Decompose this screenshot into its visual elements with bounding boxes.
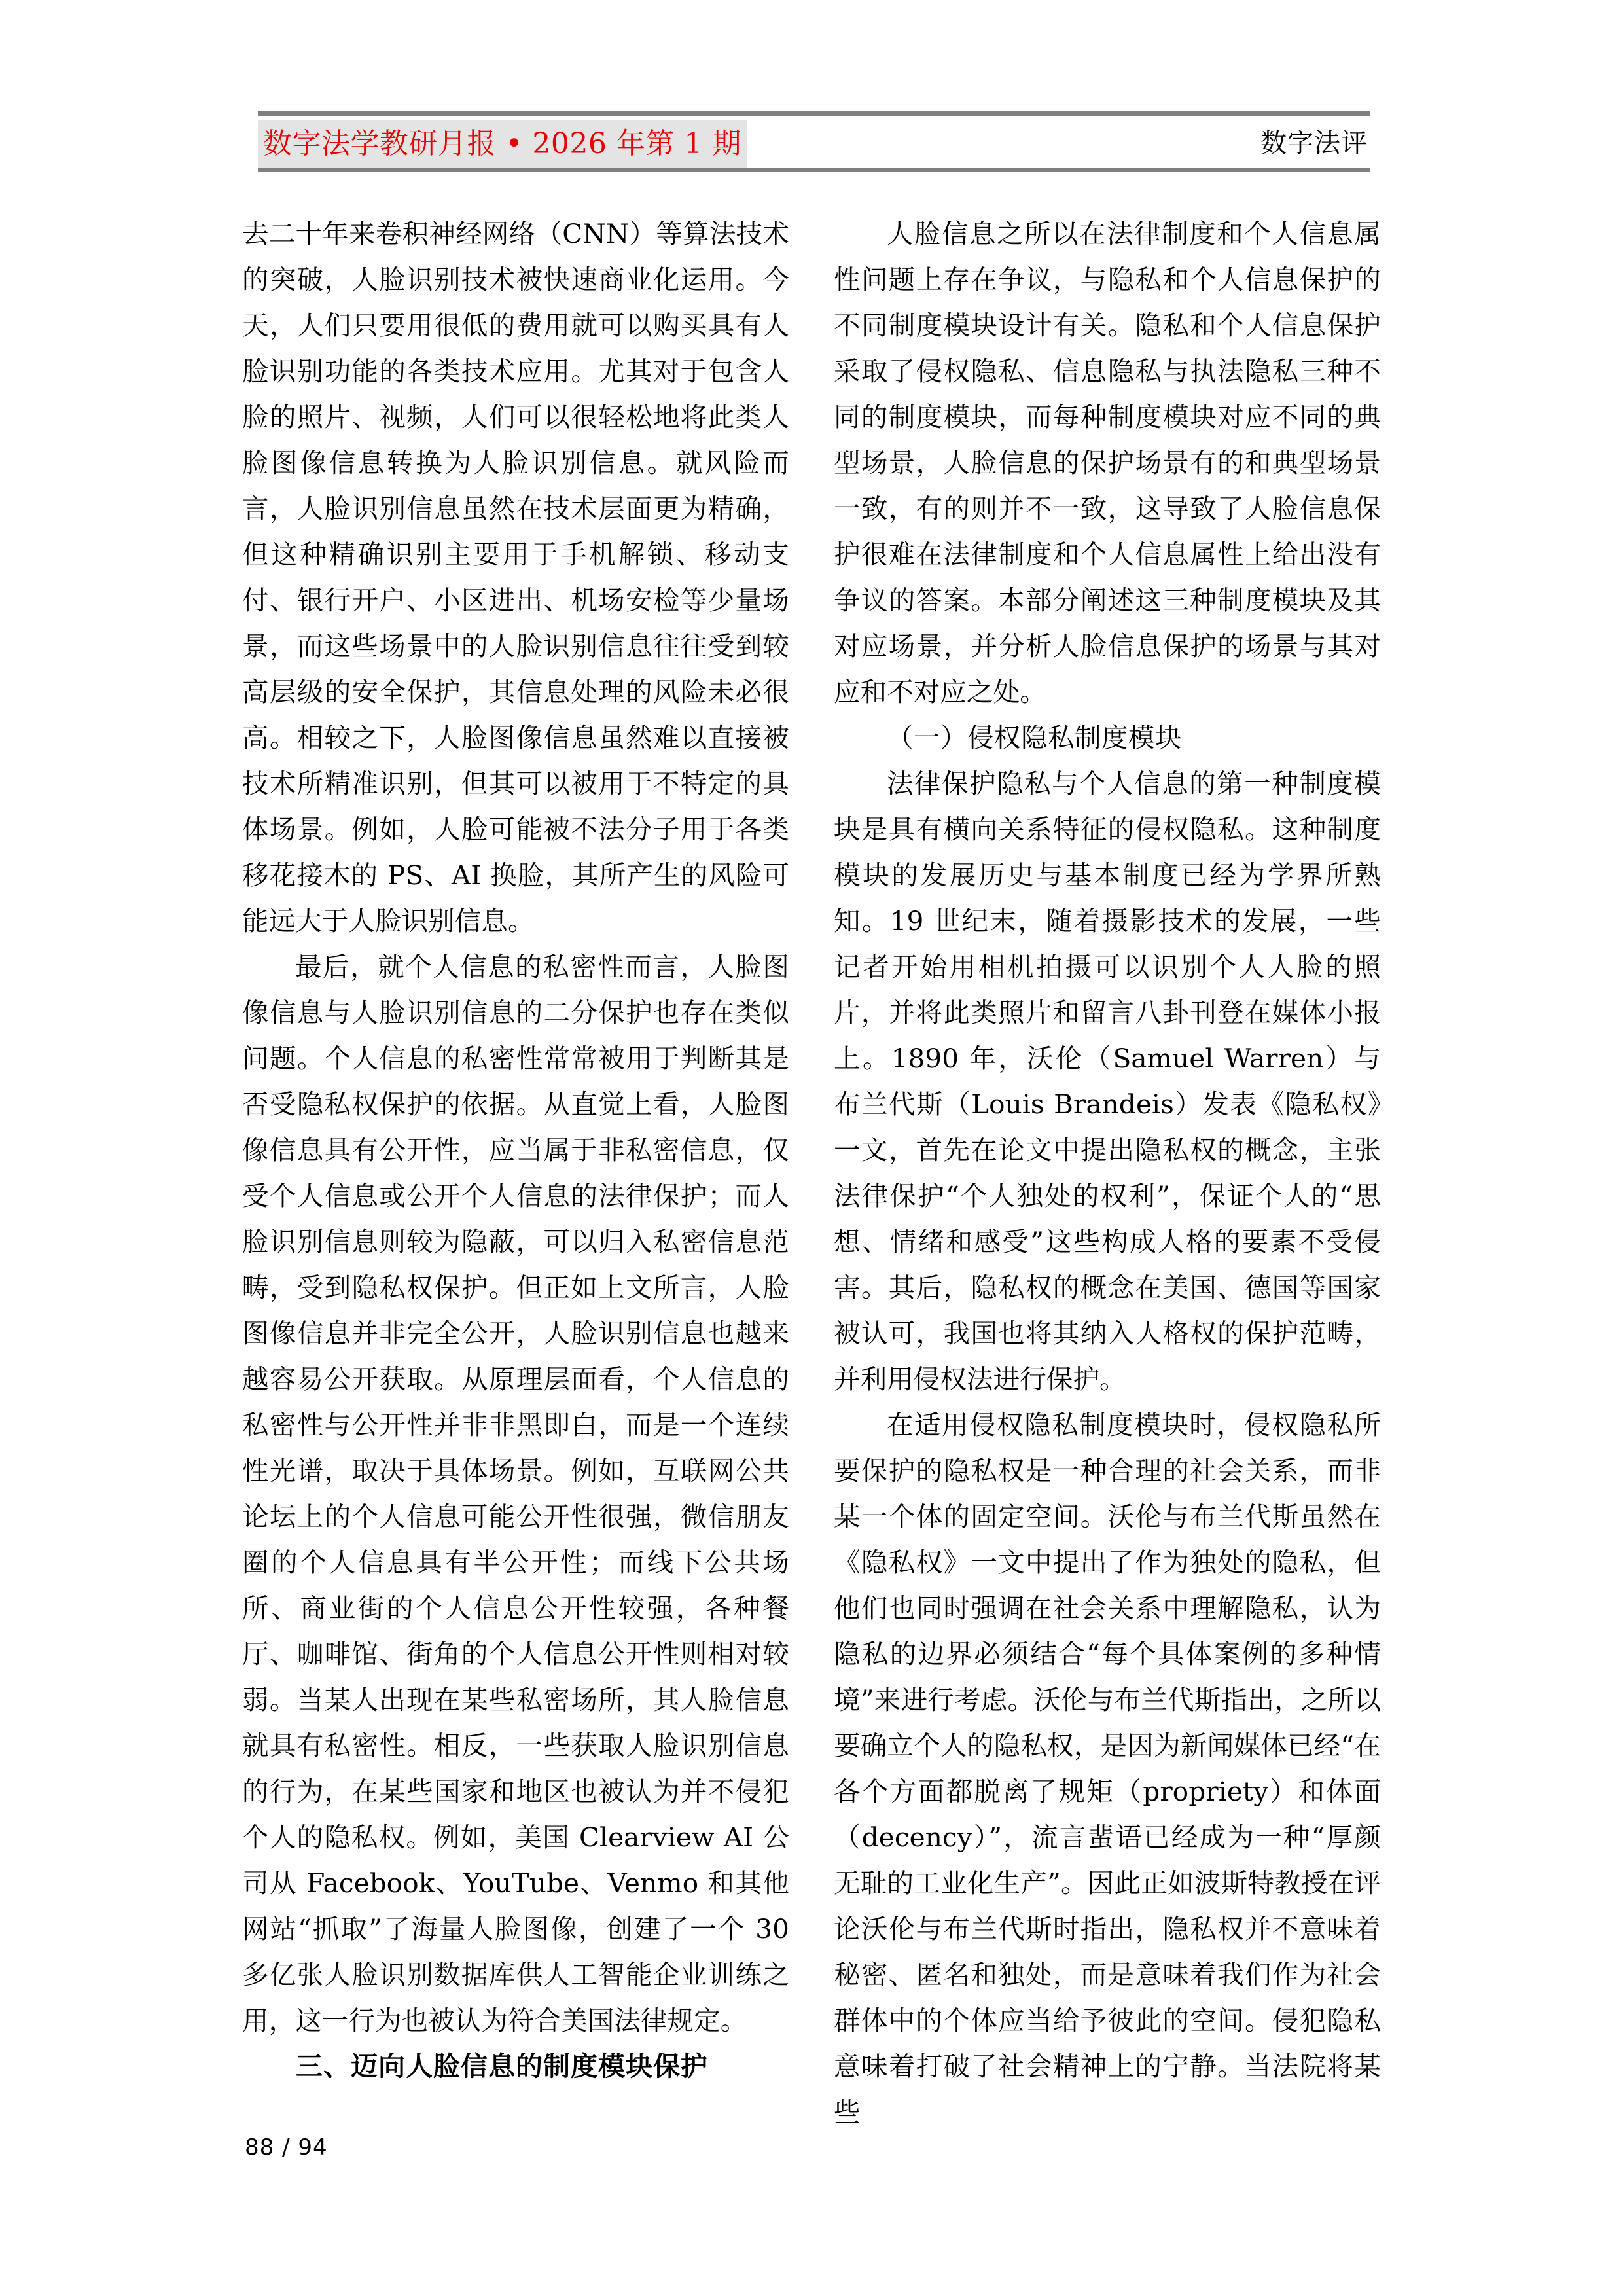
body-columns [242, 211, 1381, 2128]
right-column [834, 211, 1381, 2128]
section-label: 数字法评 [1260, 128, 1368, 158]
journal-title: 数字法学教研月报 • 2026 年第 1 期 [258, 120, 747, 168]
left-column [242, 211, 789, 2096]
subsection-heading: （一）侵权隐私制度模块 [887, 722, 1182, 753]
section-heading: 三、迈向人脸信息的制度模块保护 [296, 2051, 708, 2082]
header-rule-top [258, 111, 1370, 116]
paragraph: 最后，就个人信息的私密性而言，人脸图像信息与人脸识别信息的二分保护也存在类似问题。个人信息的私密性常常被用于判断其是否受隐私权保护的依据。从直觉上看，人脸图像信息具有公开性，应当属于非私密信息，仅受个人信息或公开个人信息的法律保护；而人脸识别信息则较为隐蔽，可以归入私密信息范畴，受到隐私权保护。但正如上文所言，人脸图像信息并非完全公开，人脸识别信息也越来越容易公开获取。从原理层面看，个人信息的私密性与公开性并非非黑即白，而是一个连续性光谱，取决于具体场景。例如，互联网公共论坛上的个人信息可能公开性很强，微信朋友圈的个人信息具有半公开性；而线下公共场所、商业街的个人信息公开性较强，各种餐厅、咖啡馆、街角的个人信息公开性则相对较弱。当某人出现在某些私密场所，其人脸信息就具有私密性。相反，一些获取人脸识别信息的行为，在某些国家和地区也被认为并不侵犯个人的隐私权。例如，美国 Clearview AI 公司从 Facebook、YouTube、Venmo 和其他网站“抓取”了海量人脸图像，创建了一个 30 多亿张人脸识别数据库供人工智能企业训练之用，这一行为也被认为符合美国法律规定。 [242, 951, 789, 2036]
paragraph: 法律保护隐私与个人信息的第一种制度模块是具有横向关系特征的侵权隐私。这种制度模块的发展历史与基本制度已经为学界所熟知。19 世纪末，随着摄影技术的发展，一些记者开始用相机拍摄可以识别个人人脸的照片，并将此类照片和留言八卦刊登在媒体小报上。1890 年，沃伦（Samuel Warren）与布兰代斯（Louis Brandeis）发表《隐私权》一文，首先在论文中提出隐私权的概念，主张法律保护“个人独处的权利”，保证个人的“思想、情绪和感受”这些构成人格的要素不受侵害。其后，隐私权的概念在美国、德国等国家被认可，我国也将其纳入人格权的保护范畴，并利用侵权法进行保护。 [834, 768, 1381, 1395]
paragraph: 去二十年来卷积神经网络（CNN）等算法技术的突破，人脸识别技术被快速商业化运用。今天，人们只要用很低的费用就可以购买具有人脸识别功能的各类技术应用。尤其对于包含人脸的照片、视频，人们可以很轻松地将此类人脸图像信息转换为人脸识别信息。就风险而言，人脸识别信息虽然在技术层面更为精确，但这种精确识别主要用于手机解锁、移动支付、银行开户、小区进出、机场安检等少量场景，而这些场景中的人脸识别信息往往受到较高层级的安全保护，其信息处理的风险未必很高。相较之下，人脸图像信息虽然难以直接被技术所精准识别，但其可以被用于不特定的具体场景。例如，人脸可能被不法分子用于各类移花接木的 PS、AI 换脸，其所产生的风险可能远大于人脸识别信息。 [242, 218, 789, 937]
page-number: 88 / 94 [245, 2134, 328, 2161]
running-head [258, 111, 1370, 177]
paragraph: 在适用侵权隐私制度模块时，侵权隐私所要保护的隐私权是一种合理的社会关系，而非某一个体的固定空间。沃伦与布兰代斯虽然在《隐私权》一文中提出了作为独处的隐私，但他们也同时强调在社会关系中理解隐私，认为隐私的边界必须结合“每个具体案例的多种情境”来进行考虑。沃伦与布兰代斯指出，之所以要确立个人的隐私权，是因为新闻媒体已经“在各个方面都脱离了规矩（propriety）和体面（decency）”，流言蜚语已经成为一种“厚颜无耻的工业化生产”。因此正如波斯特教授在评论沃伦与布兰代斯时指出，隐私权并不意味着秘密、匿名和独处，而是意味着我们作为社会群体中的个体应当给予彼此的空间。侵犯隐私意味着打破了社会精神上的宁静。当法院将某些 [834, 1409, 1381, 2128]
paragraph: 人脸信息之所以在法律制度和个人信息属性问题上存在争议，与隐私和个人信息保护的不同制度模块设计有关。隐私和个人信息保护采取了侵权隐私、信息隐私与执法隐私三种不同的制度模块，而每种制度模块对应不同的典型场景，人脸信息的保护场景有的和典型场景一致，有的则并不一致，这导致了人脸信息保护很难在法律制度和个人信息属性上给出没有争议的答案。本部分阐述这三种制度模块及其对应场景，并分析人脸信息保护的场景与其对应和不对应之处。 [834, 218, 1381, 708]
header-rule-bottom [258, 168, 1370, 172]
